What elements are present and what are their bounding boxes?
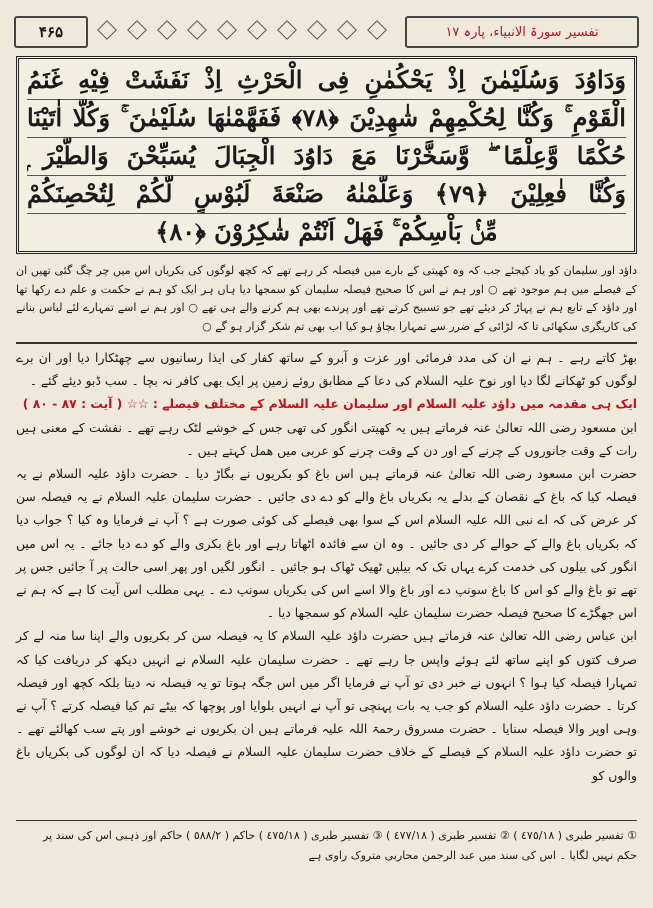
footnotes	[16, 826, 637, 896]
verse-line: وَكُنَّا فٰعِلِيْنَ ﴿٧٩﴾ وَعَلَّمْنٰهُ صَنْعَةَ لَبُوْسٍ لَّكُمْ لِتُحْصِنَكُمْ	[27, 175, 626, 214]
verse-line: حُكْمًا وَّعِلْمًا ۖ وَّسَخَّرْنَا مَعَ دَاوُدَ الْجِبَالَ يُسَبِّحْنَ وَالطَّيْرَ ۭ	[27, 137, 626, 176]
footnote-divider	[16, 820, 637, 821]
paragraph: بھڑ کاتے رہے ۔ ہم نے ان کی مدد فرمائی اور عزت و آبرو کے ساتھ کفار کی ایذا رسانیوں سے چھٹکارا دیا اور ان برے لوگوں کو ٹھکانے لگا دیا اور نوح علیہ السلام کی دعا کے مطابق روئے زمین پر ایک بھی کافر نہ بچا ۔ سب ڈبو دیئے گئے ۔	[16, 350, 637, 389]
footnote-line: ① تفسیر طبری ( ٤٧٥/١٨ ) ② تفسیر طبری ( ٤٧٧/١٨ ) ③ تفسیر طبری ( ٤٧٥/١٨ ) حاکم ( ٥٨٨/٢ ) حاکم اور ذہبی اس کی سند پر	[43, 829, 637, 842]
heading-reference: ☆☆ ( آیت : ٨٧ - ٨٠ )	[22, 396, 149, 412]
page-number: ۴۶۵	[14, 16, 88, 48]
section-heading	[16, 392, 637, 415]
paragraph: ابن عباس رضی اللہ تعالیٰ عنہ فرماتے ہیں حضرت داؤد علیہ السلام کا یہ فیصلہ سن کر بکریوں والے اپنا سا منہ لے کر صرف کتوں کو اپنے ساتھ لئے ہوئے واپس جا رہے تھے ۔ حضرت سلیمان علیہ السلام نے انہیں دیکھ کر دریافت کیا کہ تمہارا فیصلہ کیا ہوا ؟ انہوں نے خبر دی تو آپ نے فرمایا اگر میں اس جگہ ہوتا تو یہ فیصلہ نہ دیتا بلکہ کچھ اور فیصلہ کرتا ۔ حضرت داؤد علیہ السلام کو جب یہ بات پہنچی تو آپ نے انہیں بلوایا اور پوچھا کہ بیٹے تم کیا فیصلہ کرتے ؟ آپ نے وہی اوپر والا فیصلہ سنایا ۔ حضرت مسروق رحمۃ اللہ علیہ فرماتے ہیں ان بکریوں نے خوشے اور پتے سب کھالئے تھے ۔ تو حضرت داؤد علیہ السلام کے فیصلے کے خلاف حضرت سلیمان علیہ السلام نے فیصلہ دیا کہ ان لوگوں کی بکریاں باغ والوں کو	[16, 628, 637, 783]
verse-translation: داؤد اور سلیمان کو یاد کیجئے جب کہ وہ کھیتی کے بارے میں فیصلہ کر رہے تھے کہ کچھ لوگوں کی بکریاں اس میں چر چگ گئی تھیں ان کے فیصلے میں ہم موجود تھے ○ اور ہم نے اس کا صحیح فیصلہ سلیمان کو سمجھا دیا ہاں ہر ایک کو ہم نے حکمت و علم دے رکھا تھا اور داؤد کے تابع ہم نے پہاڑ کر دیئے تھے جو تسبیح کرتے تھے اور پرندے بھی ہم کرنے والے ہی تھے ○ اور ہم نے اسے تمہارے لئے لباس بنانے کی کاریگری سکھائی تا کہ لڑائی کے ضرر سے تمہارا بچاؤ ہو کیا اب بھی تم شکر گزار ہو گے ○	[16, 264, 637, 333]
paragraph: حضرت ابن مسعود رضی اللہ تعالیٰ عنہ فرماتے ہیں اس باغ کو بکریوں نے بگاڑ دیا ۔ حضرت داؤد علیہ السلام نے یہ فیصلہ کیا کہ باغ کے نقصان کے بدلے یہ بکریاں باغ والے کو دے دی جائیں ۔ حضرت سلیمان علیہ السلام نے یہ فیصلہ سن کر عرض کی کہ اے نبی اللہ علیہ السلام اس کے سوا بھی فیصلے کی کوئی صورت ہے ؟ آپ نے فرمایا وہ کیا ؟ جواب دیا کہ بکریاں باغ والے کے حوالے کر دی جائیں ۔ وہ ان سے فائدہ اٹھاتا رہے اور باغ بکری والے کو دے دیا جائے ۔ یہ اس میں انگور کی بیلوں کی خدمت کرے یہاں تک کہ بیلیں ٹھیک ٹھاک ہو جائیں ۔ انگور لگیں اور پھر اسی حالت پر آ جائیں جس پر تھے تو باغ والے کو اس کا باغ سونپ دے اور باغ والا اسے اس کی بکریاں سونپ دے ۔ یہی مطلب اس آیت کا ہے کہ ہم نے اس جھگڑے کا صحیح فیصلہ حضرت سلیمان علیہ السلام کو سمجھا دیا ۔	[16, 466, 637, 621]
running-title: تفسیر سورۃ الانبیاء، پارہ ١٧	[405, 16, 639, 48]
divider	[16, 342, 637, 344]
page-header	[14, 10, 639, 50]
verse-line: مِّنْۢ بَاْسِكُمْ ۚ فَهَلْ اَنْتُمْ شٰكِرُوْنَ ﴿٨٠﴾	[155, 217, 498, 246]
footnote-line: حکم نہیں لگایا ۔ اس کی سند میں عبد الرحمن محاربی متروک راوی ہے	[308, 849, 637, 862]
verse-line: الْقَوْمِ ۚ وَكُنَّا لِحُكْمِهِمْ شٰهِدِيْنَ ﴿٧٨﴾ فَفَهَّمْنٰهَا سُلَيْمٰنَ ۚ وَكُلًّا اٰتَيْنَا	[27, 99, 626, 138]
paragraph: ابن مسعود رضی اللہ تعالیٰ عنہ فرماتے ہیں یہ کھیتی انگور کی تھی جس کے خوشے لٹک رہے تھے ۔ نفشت کے معنی ہیں رات کے وقت جانوروں کے چرنے کے اور دن کے وقت چرنے کو عربی میں ھمل کہتے ہیں ۔	[16, 419, 637, 458]
heading-text: ایک ہی مقدمہ میں داؤد علیہ السلام اور سلیمان علیہ السلام کے مختلف فیصلے :	[152, 396, 637, 412]
verse-line: وَدَاوُدَ وَسُلَيْمٰنَ اِذْ يَحْكُمٰنِ فِى الْحَرْثِ اِذْ نَفَشَتْ فِيْهِ غَنَمُ	[27, 61, 626, 100]
quran-verse-box	[16, 56, 637, 254]
header-ornament-icon	[92, 22, 392, 38]
commentary-text	[16, 346, 637, 816]
